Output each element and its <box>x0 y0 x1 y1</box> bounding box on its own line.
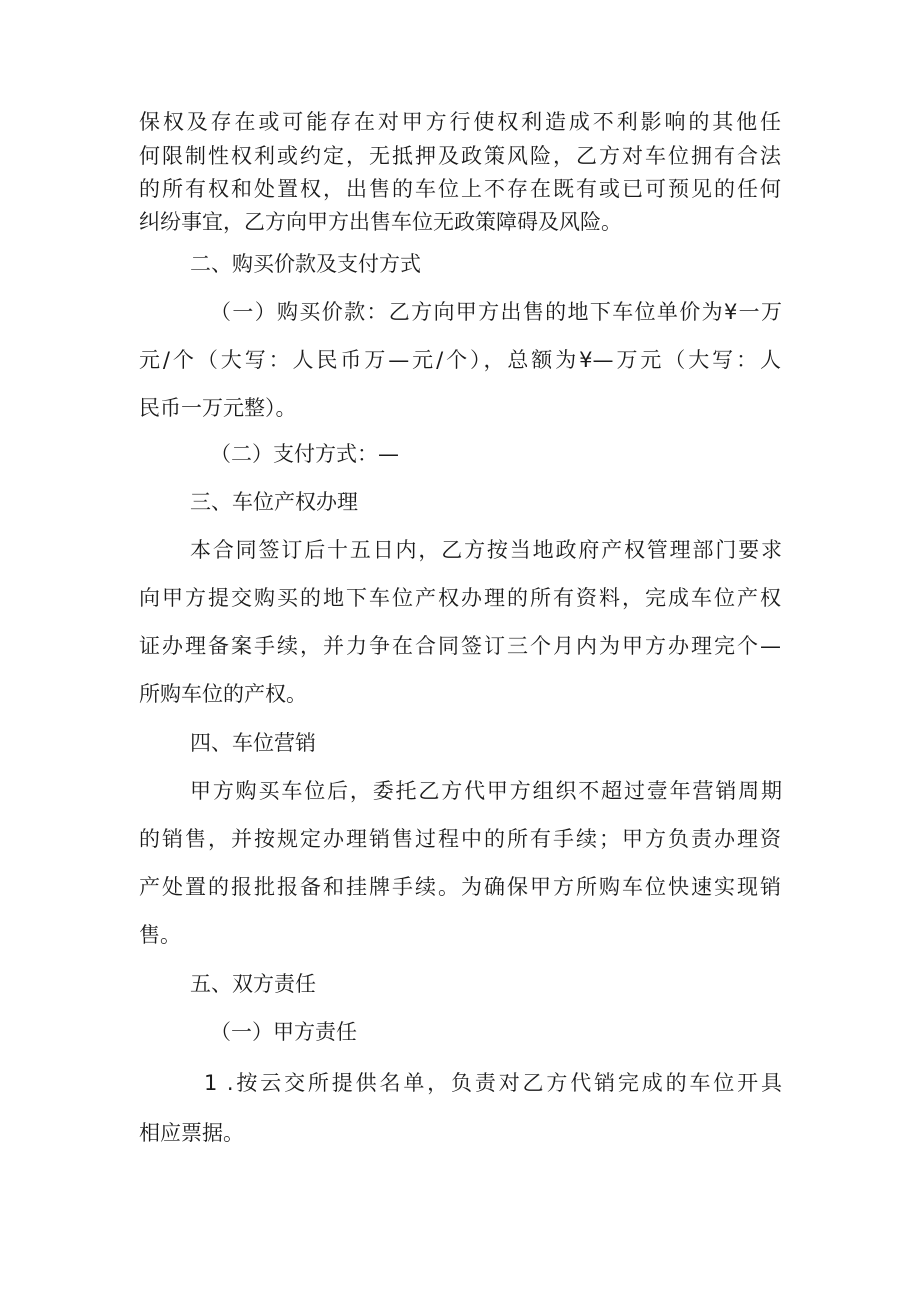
paragraph-line: 向甲方提交购买的地下车位产权办理的所有资料，完成车位产权 <box>139 586 781 610</box>
paragraph-line: 民币一万元整）。 <box>139 396 297 420</box>
paragraph-line: 产处置的报批报备和挂牌手续。为确保甲方所购车位快速实现销 <box>139 875 781 899</box>
section-heading-marketing: 四、车位营销 <box>190 731 316 755</box>
paragraph-line: 何限制性权利或约定，无抵押及政策风险，乙方对车位拥有合法 <box>139 144 781 168</box>
paragraph-line: 所购车位的产权。 <box>139 682 307 706</box>
section-heading-price-payment: 二、购买价款及支付方式 <box>190 252 421 276</box>
paragraph-line: 证办理备案手续，并力争在合同签订三个月内为甲方办理完个— <box>139 634 781 658</box>
paragraph-line: 本合同签订后十五日内，乙方按当地政府产权管理部门要求 <box>190 538 782 562</box>
payment-method-line: （二）支付方式：— <box>210 442 399 466</box>
section-heading-title-processing: 三、车位产权办理 <box>190 490 358 514</box>
paragraph-line: 1 .按云交所提供名单，负责对乙方代销完成的车位开具 <box>204 1071 782 1095</box>
paragraph-line: 的销售，并按规定办理销售过程中的所有手续；甲方负责办理资 <box>139 827 781 851</box>
paragraph-line: （一）购买价款：乙方向甲方出售的地下车位单价为¥一万 <box>210 300 782 324</box>
paragraph-line: 保权及存在或可能存在对甲方行使权利造成不利影响的其他任 <box>139 110 781 134</box>
subsection-heading-party-a: （一）甲方责任 <box>210 1020 357 1044</box>
paragraph-line: 的所有权和处置权，出售的车位上不存在既有或已可预见的任何 <box>139 177 781 201</box>
paragraph-line: 元/个（大写：人民币万—元/个），总额为¥—万元（大写：人 <box>139 348 781 372</box>
paragraph-line: 相应票据。 <box>139 1121 244 1145</box>
paragraph-line: 售。 <box>139 923 181 947</box>
section-heading-responsibilities: 五、双方责任 <box>190 972 316 996</box>
paragraph-line: 纠纷事宜，乙方向甲方出售车位无政策障碍及风险。 <box>139 210 622 234</box>
paragraph-line: 甲方购买车位后，委托乙方代甲方组织不超过壹年营销周期 <box>190 779 782 803</box>
